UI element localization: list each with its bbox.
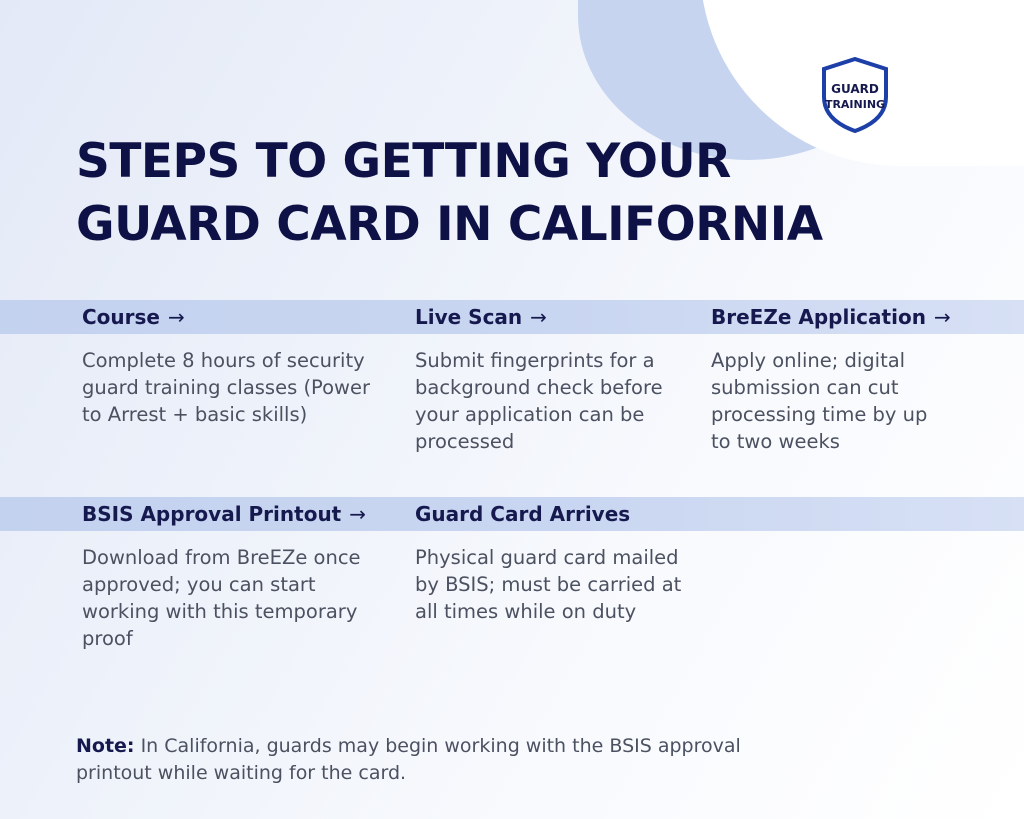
- step-guard-card-arrives-body: Physical guard card mailed by BSIS; must be carried at all times while on duty: [415, 546, 682, 623]
- arrow-right-icon: →: [349, 502, 367, 526]
- svg-text:GUARD: GUARD: [831, 82, 879, 96]
- step-live-scan: [415, 300, 715, 456]
- footer-note-text: In California, guards may begin working with the BSIS approval printout while waiting for the card.: [76, 735, 741, 784]
- step-live-scan-heading: [415, 300, 715, 334]
- step-bsis-approval-printout: [82, 497, 382, 653]
- step-course: [82, 300, 382, 429]
- step-bsis-approval-printout-body: Download from BreEZe once approved; you can start working with this temporary proof: [82, 546, 361, 650]
- step-bsis-approval-printout-title: BSIS Approval Printout: [82, 502, 342, 526]
- arrow-right-icon: →: [933, 305, 951, 329]
- page-title: [76, 131, 936, 257]
- title-line-1: STEPS TO GETTING YOUR: [76, 134, 731, 189]
- svg-text:TRAINING: TRAINING: [824, 98, 886, 111]
- step-breeze-application-heading: [711, 300, 1011, 334]
- step-course-title: Course: [82, 305, 160, 329]
- step-course-heading: [82, 300, 382, 334]
- step-breeze-application: [711, 300, 1011, 456]
- footer-note-label: Note:: [76, 735, 135, 757]
- step-course-body: Complete 8 hours of security guard training classes (Power to Arrest + basic skills): [82, 349, 371, 426]
- arrow-right-icon: →: [168, 305, 185, 329]
- title-line-2: GUARD CARD IN CALIFORNIA: [76, 196, 823, 252]
- footer-note: [76, 733, 816, 787]
- step-live-scan-body: Submit fingerprints for a background check before your application can be processed: [415, 349, 663, 453]
- step-bsis-approval-printout-heading: [82, 497, 382, 531]
- guard-training-logo: [820, 57, 890, 133]
- step-breeze-application-body: Apply online; digital submission can cut processing time by up to two weeks: [711, 349, 928, 453]
- step-breeze-application-title: BreEZe Application: [711, 305, 926, 329]
- step-guard-card-arrives: [415, 497, 715, 626]
- arrow-right-icon: →: [530, 305, 547, 329]
- step-guard-card-arrives-title: Guard Card Arrives: [415, 502, 631, 526]
- step-guard-card-arrives-heading: [415, 497, 715, 531]
- step-live-scan-title: Live Scan: [415, 305, 523, 329]
